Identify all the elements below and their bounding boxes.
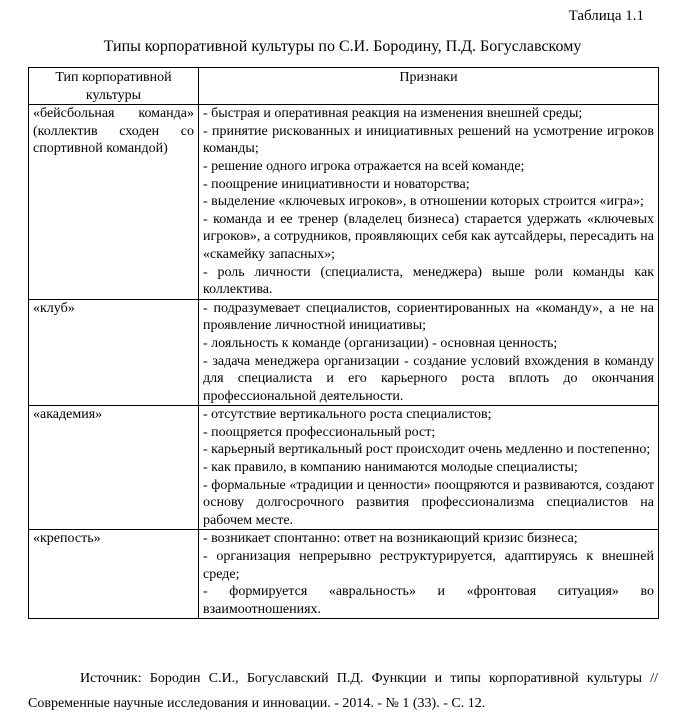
feature-item: - формируется «авральность» и «фронтовая ситуация» во взаимоотношениях. [203,584,654,617]
row-features [199,406,659,530]
feature-item: - поощряется профессиональный рост; [203,424,436,440]
table-row [29,530,659,619]
feature-item: - выделение «ключевых игроков», в отношении которых строится «игра»; [203,194,644,210]
feature-item: - организация непрерывно реструктурируется, адаптируясь к внешней среде; [203,549,654,582]
table-row [29,406,659,530]
row-type: «крепость» [29,530,199,619]
feature-item: - решение одного игрока отражается на всей команде; [203,158,525,174]
table-row [29,105,659,300]
feature-item: - формальные «традиции и ценности» поощряются и развиваются, создают основу долгосрочного развития профессионализма специалистов на рабочем месте. [203,477,654,528]
row-type: «академия» [29,406,199,530]
feature-item: - роль личности (специалиста, менеджера) выше роли команды как коллектива. [203,264,654,298]
table-title: Типы корпоративной культуры по С.И. Бородину, П.Д. Богуславскому [103,38,582,55]
table-label: Таблица 1.1 [568,8,644,24]
feature-item: - задача менеджера организации - создание условий вхождения в команду для специалиста и его карьерного роста вплоть до окончания профессиональной деятельности. [203,353,654,404]
feature-item: - отсутствие вертикального роста специалистов; [203,407,492,423]
row-features [199,105,659,300]
row-features [199,299,659,406]
feature-item: - возникает спонтанно: ответ на возникающий кризис бизнеса; [203,531,578,547]
feature-item: - поощрение инициативности и новаторства; [203,176,470,192]
feature-item: - как правило, в компанию нанимаются молодые специалисты; [203,460,578,476]
row-features [199,530,659,619]
culture-types-table [28,67,659,619]
feature-item: - карьерный вертикальный рост происходит очень медленно и постепенно; [203,442,651,458]
feature-item: - быстрая и оперативная реакция на изменения внешней среды; [203,106,583,122]
feature-item: - лояльность к команде (организации) - основная ценность; [203,335,558,351]
table-header-row [29,68,659,105]
table-row [29,299,659,406]
feature-item: - команда и ее тренер (владелец бизнеса) старается удержать «ключевых игроков», а сотрудников, проявляющих себя как аутсайдеры, пересадить на «скамейку запасных»; [203,211,654,262]
header-type: Тип корпоративной культуры [29,68,199,105]
feature-item: - принятие рискованных и инициативных решений на усмотрение игроков команды; [203,123,654,157]
feature-item: - подразумевает специалистов, сориентированных на «команду», а не на проявление личностной инициативы; [203,300,654,334]
row-type: «клуб» [29,299,199,406]
row-type: «бейсбольная команда» (коллектив сходен со спортивной командой) [29,105,199,300]
source-note: Источник: Бородин С.И., Богуславский П.Д. Функции и типы корпоративной культуры // Современные научные исследования и инновации. - 2014. - № 1 (33). - С. 12. [28,671,658,711]
header-features: Признаки [199,68,659,105]
